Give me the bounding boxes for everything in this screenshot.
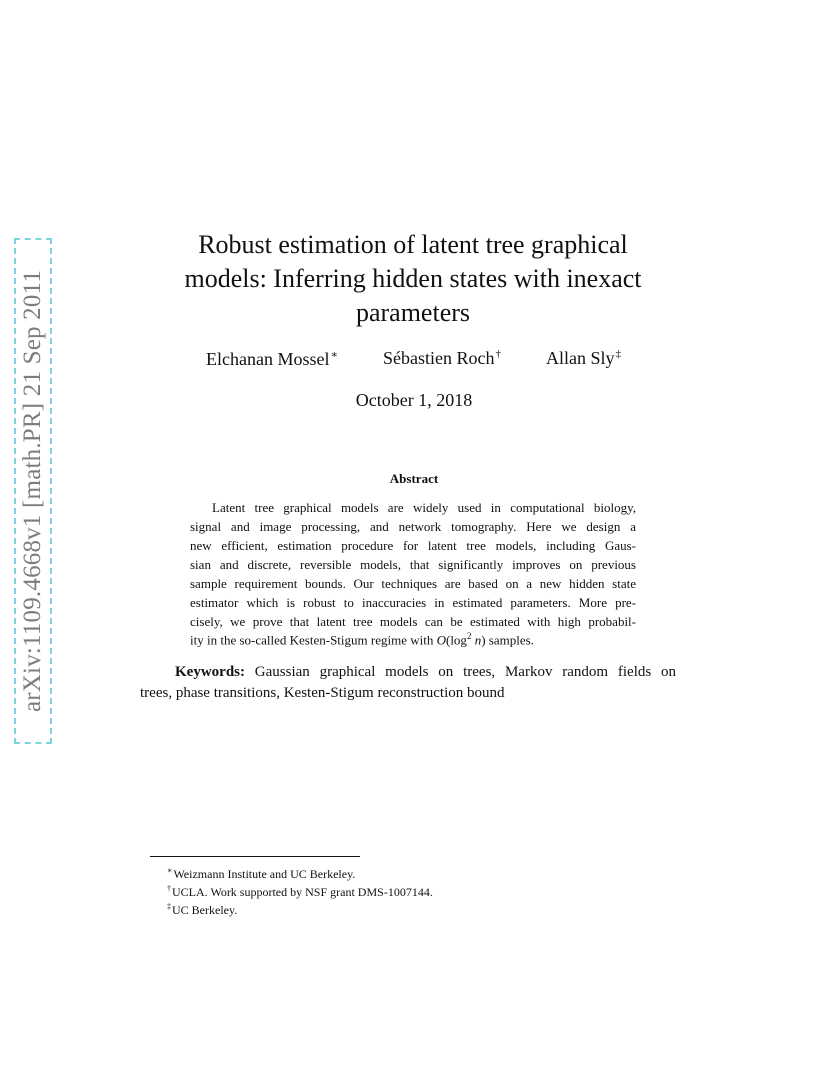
footnote-text: UC Berkeley.: [172, 903, 238, 917]
abstract-line: Latent tree graphical models are widely used in computational biology,: [212, 500, 636, 515]
math-close: ): [481, 632, 486, 648]
title-line: Robust estimation of latent tree graphical: [198, 230, 628, 259]
title-line: models: Inferring hidden states with inexact: [184, 264, 642, 293]
keywords-line: trees, phase transitions, Kesten-Stigum reconstruction bound: [140, 685, 505, 701]
keywords-line: [140, 661, 676, 683]
author-list: [0, 348, 828, 374]
author: [383, 348, 501, 369]
abstract-line: [190, 627, 636, 646]
footnote-rule: [150, 856, 360, 857]
arxiv-identifier: arXiv:1109.4668v1 [math.PR] 21 Sep 2011: [19, 269, 46, 713]
math-log: (log: [445, 632, 467, 648]
abstract-text: ity in the so-called Kesten-Stigum regime with: [190, 632, 437, 648]
author-mark: ∗: [330, 349, 338, 361]
footnote-text: Weizmann Institute and UC Berkeley.: [173, 867, 356, 881]
math-n: n: [474, 632, 482, 648]
footnote-mark: ‡: [167, 902, 171, 911]
arxiv-stamp: [14, 238, 52, 744]
footnote-mark: ∗: [167, 866, 173, 875]
author: [206, 348, 338, 370]
keywords-text: Gaussian graphical models on trees, Markov random fields on: [254, 664, 676, 680]
math-exponent: 2: [466, 631, 472, 641]
footnote: [167, 862, 355, 880]
footnote: [167, 898, 237, 916]
author: [546, 348, 621, 369]
abstract-line: cisely, we prove that latent tree models can be estimated with high probabil-: [190, 614, 636, 629]
abstract-line: new efficient, estimation procedure for latent tree models, including Gaus-: [190, 538, 636, 553]
footnote-mark: †: [167, 884, 171, 893]
abstract-line: sian and discrete, reversible models, that significantly improves on previous: [190, 557, 636, 572]
author-name: Allan Sly: [546, 348, 615, 368]
author-name: Sébastien Roch: [383, 348, 495, 368]
abstract-line: sample requirement bounds. Our techniques are based on a new hidden state: [190, 576, 636, 591]
abstract-heading: Abstract: [389, 471, 439, 486]
footnote-text: UCLA. Work supported by NSF grant DMS-1007144.: [172, 885, 433, 899]
keywords-label: Keywords:: [175, 664, 245, 680]
paper-date: October 1, 2018: [355, 390, 473, 410]
abstract-line: signal and image processing, and network tomography. Here we design a: [190, 519, 636, 534]
math-big-o: O: [436, 632, 446, 648]
author-mark: ‡: [615, 348, 622, 360]
author-name: Elchanan Mossel: [206, 349, 330, 369]
footnote: [167, 880, 433, 898]
abstract-text: samples.: [485, 632, 534, 648]
abstract-line: estimator which is robust to inaccuracies in estimated parameters. More pre-: [190, 595, 636, 610]
title-line: parameters: [355, 298, 471, 327]
author-mark: †: [495, 348, 501, 360]
paper-title: [140, 228, 686, 330]
